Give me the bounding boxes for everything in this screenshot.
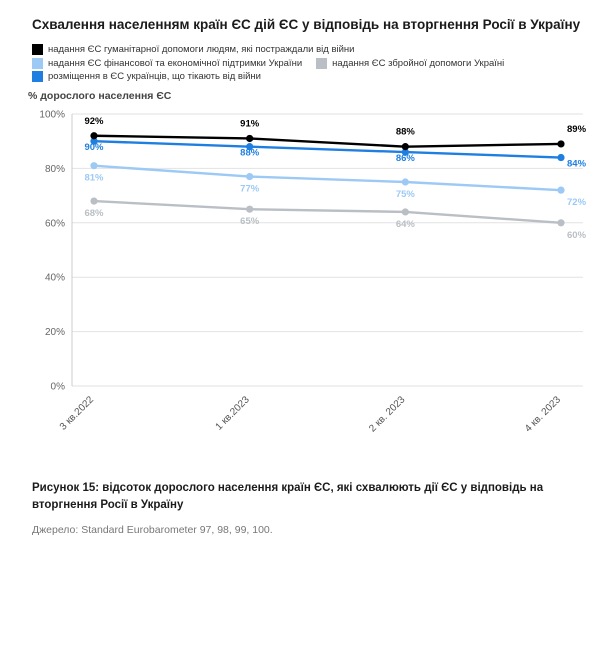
chart-legend [32, 44, 602, 82]
data-point-label: 72% [567, 197, 587, 209]
line-chart [26, 106, 601, 466]
legend-item-military[interactable] [316, 58, 504, 69]
legend-item-refugees[interactable] [32, 71, 261, 82]
series-line [94, 201, 561, 223]
legend-label-humanitarian: надання ЄС гуманітарної допомоги людям, які постраждали від війни [48, 44, 355, 56]
legend-swatch-refugees [32, 71, 43, 82]
data-point [402, 143, 409, 150]
y-tick-label: 60% [44, 218, 65, 230]
x-tick-label: 2 кв. 2023 [367, 394, 408, 435]
legend-label-financial: надання ЄС фінансової та економічної підтримки України [48, 57, 303, 69]
legend-item-financial[interactable] [32, 58, 302, 69]
chart-area [26, 106, 601, 466]
data-point-label: 88% [240, 148, 260, 160]
data-point-label: 77% [240, 183, 260, 195]
legend-label-military: надання ЄС збройної допомоги Україні [332, 57, 505, 69]
legend-label-refugees: розміщення в ЄС українців, що тікають від війни [48, 71, 261, 82]
data-point-label: 75% [395, 189, 415, 201]
data-point-label: 88% [395, 127, 415, 139]
data-point [402, 179, 409, 186]
y-axis-title: % дорослого населення ЄС [28, 90, 172, 103]
data-point [557, 154, 564, 161]
data-point-label: 86% [395, 153, 415, 165]
page-title: Схвалення населенням країн ЄС дій ЄС у відповідь на вторгнення Росії в Україну [32, 17, 581, 32]
data-point [90, 162, 97, 169]
data-point-label: 64% [395, 219, 415, 231]
data-point-label: 90% [84, 142, 104, 154]
data-point [402, 209, 409, 216]
data-point-label: 65% [240, 216, 260, 228]
x-tick-label: 3 кв.2022 [57, 394, 97, 433]
y-tick-label: 40% [44, 273, 65, 285]
data-point [246, 206, 253, 213]
legend-swatch-military [316, 58, 327, 69]
legend-row-3 [32, 71, 602, 82]
legend-row-1 [32, 44, 602, 55]
series-line [94, 136, 561, 147]
data-point [557, 220, 564, 227]
x-tick-label: 4 кв. 2023 [522, 394, 564, 435]
y-tick-label: 0% [50, 381, 65, 393]
data-point-label: 92% [84, 116, 104, 128]
data-point-label: 91% [240, 118, 260, 130]
data-point [557, 141, 564, 148]
data-point [90, 198, 97, 205]
y-tick-label: 100% [39, 109, 65, 121]
x-tick-label: 1 кв.2023 [213, 394, 252, 433]
figure-source: Джерело: Standard Eurobarometer 97, 98, 99, 100. [32, 523, 273, 536]
legend-swatch-humanitarian [32, 44, 43, 55]
data-point [557, 187, 564, 194]
data-point-label: 68% [84, 208, 104, 220]
y-tick-label: 20% [44, 327, 65, 339]
legend-item-humanitarian[interactable] [32, 44, 354, 55]
data-point-label: 60% [567, 230, 587, 242]
legend-swatch-financial [32, 58, 43, 69]
data-point-label: 81% [84, 173, 104, 185]
data-point-label: 89% [567, 124, 587, 136]
figure-caption: Рисунок 15: відсоток дорослого населення країн ЄС, які схвалюють дії ЄС у відповідь на вторгнення Росії в Україну [32, 482, 544, 512]
data-point [246, 135, 253, 142]
y-tick-label: 80% [44, 164, 65, 176]
legend-row-2 [32, 58, 602, 69]
data-point [246, 173, 253, 180]
data-point-label: 84% [567, 158, 587, 170]
series-line [94, 166, 561, 190]
data-point [90, 133, 97, 140]
